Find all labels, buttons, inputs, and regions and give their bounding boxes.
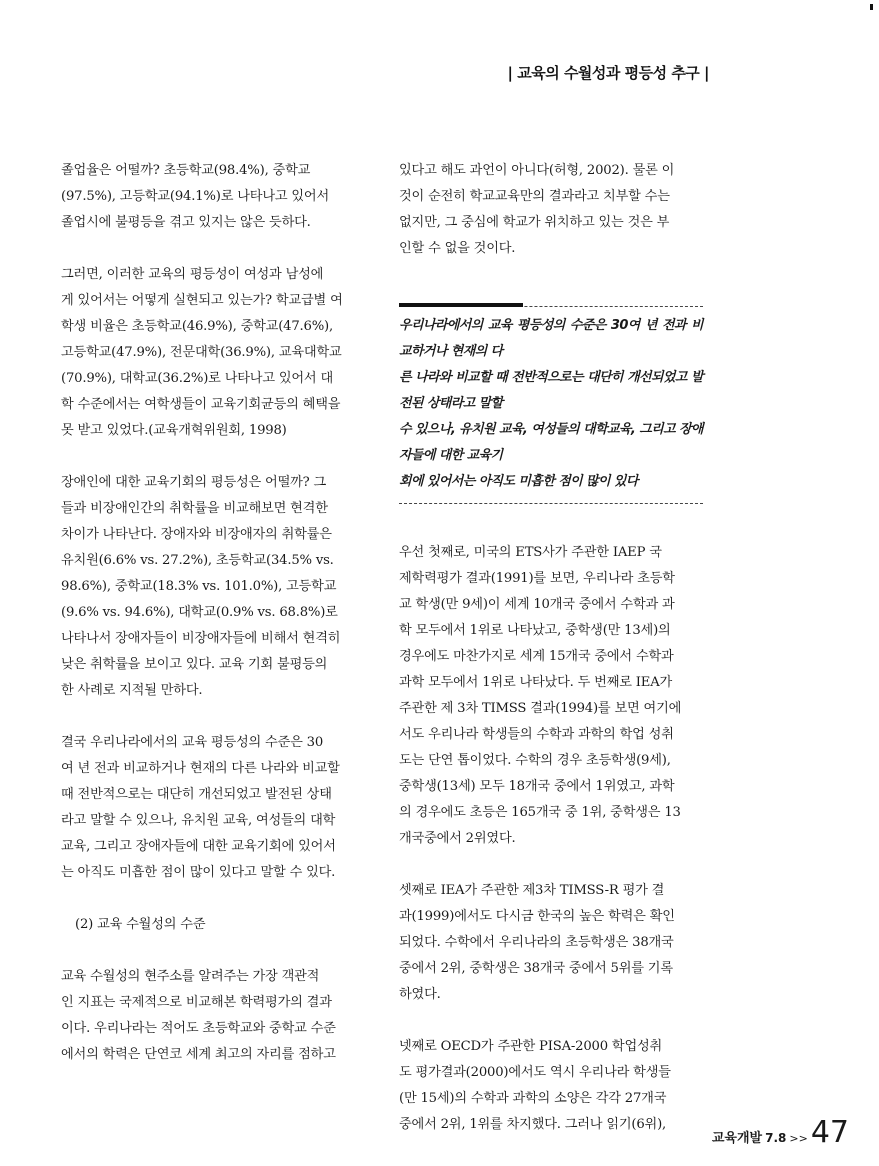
paragraph-iaep-timss: 우선 첫째로, 미국의 ETS사가 주관한 IAEP 국 제학력평가 결과(1991)를 보면, 우리나라 초등학 교 학생(만 9세)이 세계 10개국 중에서 수학과 과 학 모두에서 1위로 나타났고, 중학생(만 13세)의 경우에도 마찬가지로 세계 15개국 중에서 수학과 과학 모두에서 1위로 나타났다. 두 번째로 IEA가 주관한 제 3차 TIMSS 결과(1994)를 보면 여기에 서도 우리나라 학생들의 수학과 과학의 학업 성취 도는 단연 톱이었다. 수학의 경우 초등학생(9세), 중학생(13세) 모두 18개국 중에서 1위였고, 과학 의 경우에도 초등은 165개국 중 1위, 중학생은 13 개국중에서 2위였다. bbox=[399, 545, 682, 846]
double-arrow-icon: >> bbox=[789, 1132, 808, 1145]
paragraph-pisa: 넷째로 OECD가 주관한 PISA-2000 학업성취 도 평가결과(2000)에서도 역시 우리나라 학생들 (만 15세)의 수학과 과학의 소양은 각각 27개국 중에서 2위, 1위를 차지했다. 그러나 읽기(6위), bbox=[399, 1039, 671, 1132]
pull-quote-bottom-rule bbox=[399, 499, 703, 504]
paragraph-graduation: 졸업율은 어떨까? 초등학교(98.4%), 중학교 (97.5%), 고등학교(94.1%)로 나타나고 있어서 졸업시에 불평등을 겪고 있지는 않은 듯하다. bbox=[61, 163, 330, 230]
page-number: 47 bbox=[810, 1115, 849, 1150]
section-subheading: (2) 교육 수월성의 수준 bbox=[75, 917, 206, 932]
running-header: | 교육의 수월성과 평등성 추구 | bbox=[507, 64, 709, 82]
page-footer bbox=[711, 1115, 849, 1150]
paragraph-disability-equality: 장애인에 대한 교육기회의 평등성은 어떨까? 그 들과 비장애인간의 취학률을 비교해보면 현격한 차이가 나타난다. 장애자와 비장애자의 취학률은 유치원(6.6% vs. 27.2%), 초등학교(34.5% vs. 98.6%), 중학교(18.3% vs. 101.0%), 고등학교 (9.6% vs. 94.6%), 대학교(0.9% vs. 68.8%)로 나타나서 장애자들이 비장애자들에 비해서 현격히 낮은 취학률을 보이고 있다. 교육 기회 불평등의 한 사례로 지적될 만하다. bbox=[61, 475, 341, 698]
right-column bbox=[399, 158, 703, 1138]
pull-quote-text: 우리나라에서의 교육 평등성의 수준은 30여 년 전과 비교하거나 현재의 다 른 나라와 비교할 때 전반적으로는 대단히 개선되었고 발전된 상태라고 말할 수 있으나, 유치원 교육, 여성들의 대학교육, 그리고 장애자들에 대한 교육기 회에 있어서는 아직도 미흡한 점이 많이 있다 bbox=[399, 318, 703, 489]
left-column bbox=[61, 158, 365, 1068]
paragraph-timss-r: 셋째로 IEA가 주관한 제3차 TIMSS-R 평가 결 과(1999)에서도 다시금 한국의 높은 학력은 확인 되었다. 수학에서 우리나라의 초등학생은 38개국 중에서 2위, 중학생은 38개국 중에서 5위를 기록 하였다. bbox=[399, 883, 675, 1002]
issue-number: 7.8 bbox=[765, 1131, 787, 1145]
corner-crop-mark bbox=[870, 4, 873, 10]
pull-quote-top-rule bbox=[399, 300, 703, 307]
paragraph-excellence-intro: 교육 수월성의 현주소를 알려주는 가장 객관적 인 지표는 국제적으로 비교해본 학력평가의 결과 이다. 우리나라는 적어도 초등학교와 중학교 수준 에서의 학력은 단연코 세계 최고의 자리를 점하고 bbox=[61, 969, 336, 1062]
magazine-name: 교육개발 bbox=[711, 1131, 763, 1146]
paragraph-conclusion: 결국 우리나라에서의 교육 평등성의 수준은 30 여 년 전과 비교하거나 현재의 다른 나라와 비교할 때 전반적으로는 대단히 개선되었고 발전된 상태 라고 말할 수 있으나, 유치원 교육, 여성들의 대학 교육, 그리고 장애자들에 대한 교육기회에 있어서 는 아직도 미흡한 점이 많이 있다고 말할 수 있다. bbox=[61, 735, 340, 880]
pull-quote bbox=[399, 288, 703, 514]
paragraph-gender-equality: 그러면, 이러한 교육의 평등성이 여성과 남성에 게 있어서는 어떻게 실현되고 있는가? 학교급별 여 학생 비율은 초등학교(46.9%), 중학교(47.6%), 고등학교(47.9%), 전문대학(36.9%), 교육대학교 (70.9%), 대학교(36.2%)로 나타나고 있어서 대 학 수준에서는 여학생들이 교육기회균등의 혜택을 못 받고 있었다.(교육개혁위원회, 1998) bbox=[61, 267, 343, 438]
paragraph-continuation: 있다고 해도 과언이 아니다(허형, 2002). 물론 이 것이 순전히 학교교육만의 결과라고 치부할 수는 없지만, 그 중심에 학교가 위치하고 있는 것은 부 인할 수 없을 것이다. bbox=[399, 163, 675, 256]
